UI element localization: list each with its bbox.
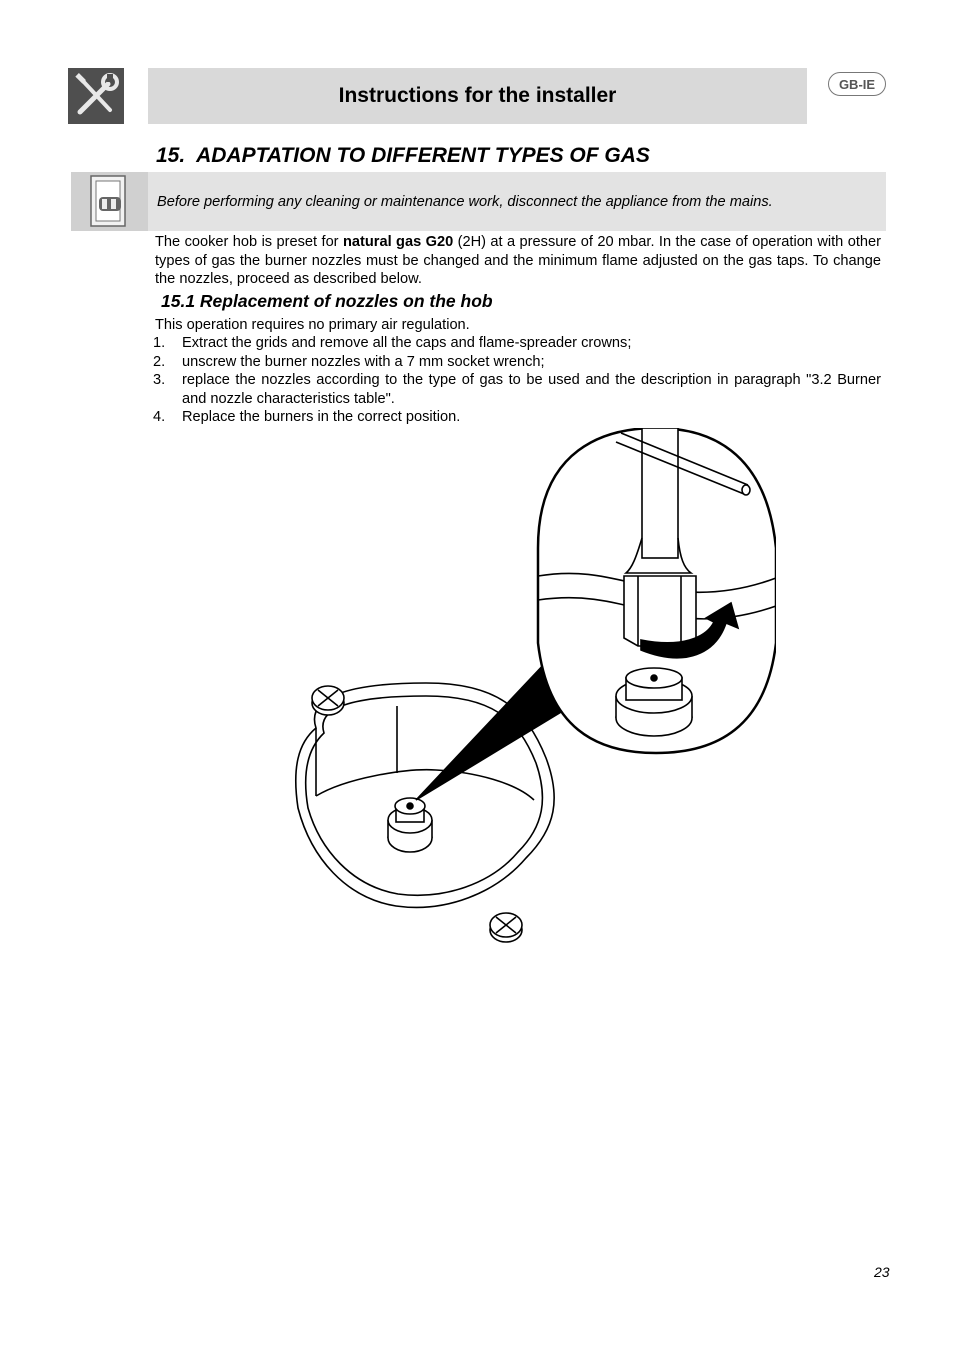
page-number: 23 xyxy=(874,1264,890,1280)
step-number: 4. xyxy=(153,409,166,425)
plug-socket-icon xyxy=(71,172,148,231)
step-text: unscrew the burner nozzles with a 7 mm socket wrench; xyxy=(182,353,545,370)
warning-text: Before performing any cleaning or maintenance work, disconnect the appliance from the mains. xyxy=(157,193,773,210)
subsection-title: 15.1 Replacement of nozzles on the hob xyxy=(161,291,493,311)
header-title: Instructions for the installer xyxy=(338,84,617,107)
subsection-note: This operation requires no primary air regulation. xyxy=(155,317,470,333)
step-text: Extract the grids and remove all the caps and flame-spreader crowns; xyxy=(182,335,632,351)
list-item xyxy=(153,371,881,408)
tools-icon xyxy=(68,68,124,124)
intro-text-start: The cooker hob is preset for xyxy=(155,234,343,250)
nozzle-replacement-illustration xyxy=(286,428,776,943)
intro-gas-type: natural gas G20 xyxy=(342,234,454,250)
step-text: replace the nozzles according to the type of gas to be used and the description in paragraph "3.2 Burner and nozzle characteristics table". xyxy=(182,372,881,407)
section-title: 15. ADAPTATION TO DIFFERENT TYPES OF GAS xyxy=(156,144,650,167)
step-number: 3. xyxy=(153,372,166,388)
list-item xyxy=(153,334,881,353)
steps-list xyxy=(153,334,881,427)
step-text: Replace the burners in the correct position. xyxy=(182,409,461,425)
warning-bar xyxy=(148,172,886,231)
warning-icon-box xyxy=(71,172,148,231)
list-item xyxy=(153,408,881,427)
intro-text-end: (2H) at a pressure of 20 mbar. In the case of operation with other types of gas the burner nozzles must be changed and the minimum flame adjusted on the gas taps. To change the nozzles, proceed as described below. xyxy=(155,234,881,287)
language-badge-label: GB-IE xyxy=(838,76,876,92)
language-badge xyxy=(828,72,886,96)
step-number: 2. xyxy=(153,353,166,370)
list-item xyxy=(153,353,881,372)
intro-paragraph xyxy=(155,233,881,289)
step-number: 1. xyxy=(153,335,166,351)
header-bar xyxy=(148,68,807,124)
